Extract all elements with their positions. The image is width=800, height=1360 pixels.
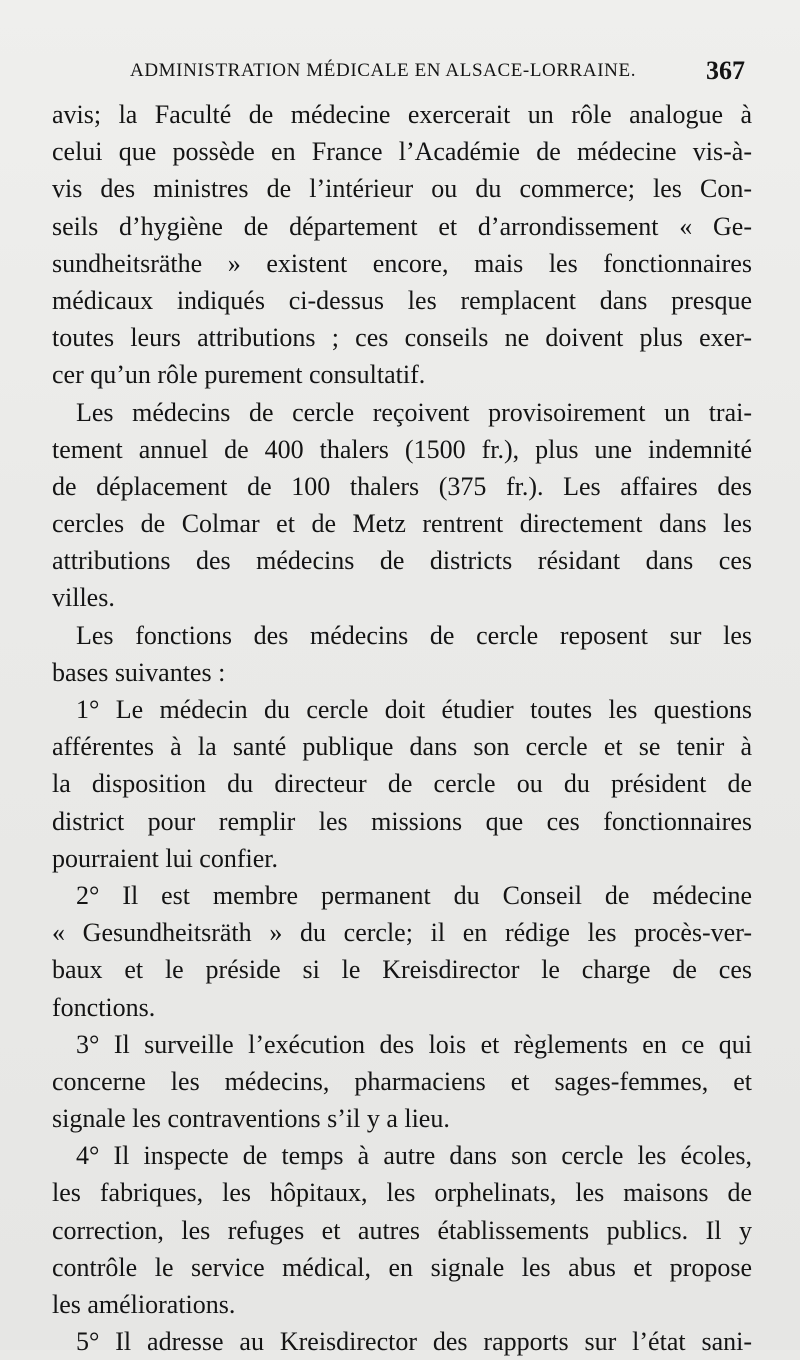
text-line: « Gesundheitsräth » du cercle; il en rédige les procès-ver- <box>52 918 752 948</box>
text-line: celui que possède en France l’Académie de médecine vis-à- <box>52 137 752 167</box>
text-line: attributions des médecins de districts résidant dans ces <box>52 546 752 576</box>
text-line: 4° Il inspecte de temps à autre dans son cercle les écoles, <box>76 1141 752 1171</box>
text-line: Les médecins de cercle reçoivent provisoirement un trai- <box>76 397 752 427</box>
text-line: toutes leurs attributions ; ces conseils ne doivent plus exer- <box>52 323 752 353</box>
text-line: 1° Le médecin du cercle doit étudier toutes les questions <box>76 695 752 724</box>
text-line: district pour remplir les missions que ces fonctionnaires <box>52 806 752 836</box>
text-line: baux et le préside si le Kreisdirector le charge de ces <box>52 955 752 985</box>
text-line: fonctions. <box>52 992 156 1022</box>
text-line: avis; la Faculté de médecine exercerait un rôle analogue à <box>52 100 752 129</box>
text-line: la disposition du directeur de cercle ou du président de <box>52 769 752 799</box>
text-line: correction, les refuges et autres établissements publics. Il y <box>52 1215 752 1245</box>
text-line: concerne les médecins, pharmaciens et sages-femmes, et <box>52 1066 752 1096</box>
text-line: cer qu’un rôle purement consultatif. <box>52 360 426 390</box>
page-header <box>130 56 745 90</box>
text-line: tement annuel de 400 thalers (1500 fr.), plus une indemnité <box>52 434 752 464</box>
text-line: médicaux indiqués ci-dessus les remplacent dans presque <box>52 285 752 315</box>
text-line: seils d’hygiène de département et d’arrondissement « Ge- <box>52 211 752 241</box>
body-text <box>52 96 752 1360</box>
text-line: pourraient lui confier. <box>52 843 278 873</box>
text-line: 2° Il est membre permanent du Conseil de médecine <box>76 880 752 910</box>
text-line: signale les contraventions s’il y a lieu. <box>52 1104 450 1134</box>
text-line: contrôle le service médical, en signale les abus et propose <box>52 1252 752 1282</box>
text-line: de déplacement de 100 thalers (375 fr.). Les affaires des <box>52 471 752 501</box>
text-line: bases suivantes : <box>52 657 226 687</box>
text-line: 3° Il surveille l’exécution des lois et règlements en ce qui <box>76 1029 752 1059</box>
text-line: les améliorations. <box>52 1290 236 1319</box>
page-number: 367 <box>706 56 745 85</box>
text-line: les fabriques, les hôpitaux, les orphelinats, les maisons de <box>52 1178 752 1208</box>
text-line: 5° Il adresse au Kreisdirector des rapports sur l’état sani- <box>76 1327 752 1357</box>
text-line: sundheitsräthe » existent encore, mais les fonctionnaires <box>52 248 752 278</box>
text-line: vis des ministres de l’intérieur ou du commerce; les Con- <box>52 174 752 204</box>
text-line: cercles de Colmar et de Metz rentrent directement dans les <box>52 509 752 539</box>
text-line: villes. <box>52 583 115 613</box>
text-line: afférentes à la santé publique dans son cercle et se tenir à <box>52 732 752 762</box>
running-title: ADMINISTRATION MÉDICALE EN ALSACE-LORRAINE. <box>130 60 637 81</box>
text-line: Les fonctions des médecins de cercle reposent sur les <box>76 620 752 650</box>
